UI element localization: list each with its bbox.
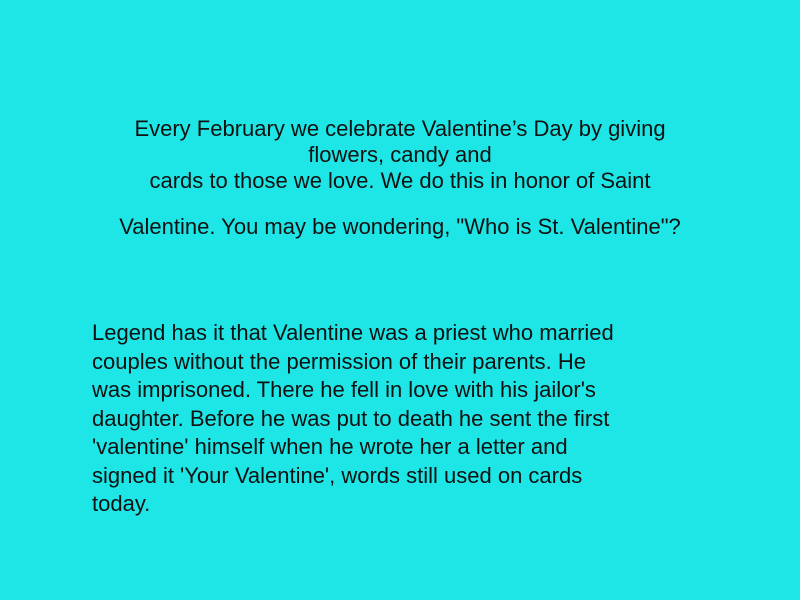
legend-line: signed it 'Your Valentine', words still used on cards [92,462,583,488]
intro-paragraph [40,116,760,240]
intro-line: cards to those we love. We do this in honor of Saint [149,168,651,193]
legend-line: couples without the permission of their parents. He [92,348,587,374]
legend-line: 'valentine' himself when he wrote her a letter and [92,434,568,459]
legend-line: daughter. Before he was put to death he sent the first [92,405,610,431]
legend-line: Legend has it that Valentine was a priest who married [92,320,614,345]
legend-line: was imprisoned. There he fell in love with his jailor's [92,377,596,402]
legend-line: today. [92,491,151,516]
intro-line: Valentine. You may be wondering, "Who is St. Valentine"? [119,214,681,239]
legend-paragraph [92,319,752,519]
intro-line: Every February we celebrate Valentine’s Day by giving [134,116,666,141]
intro-line: flowers, candy and [308,142,492,167]
